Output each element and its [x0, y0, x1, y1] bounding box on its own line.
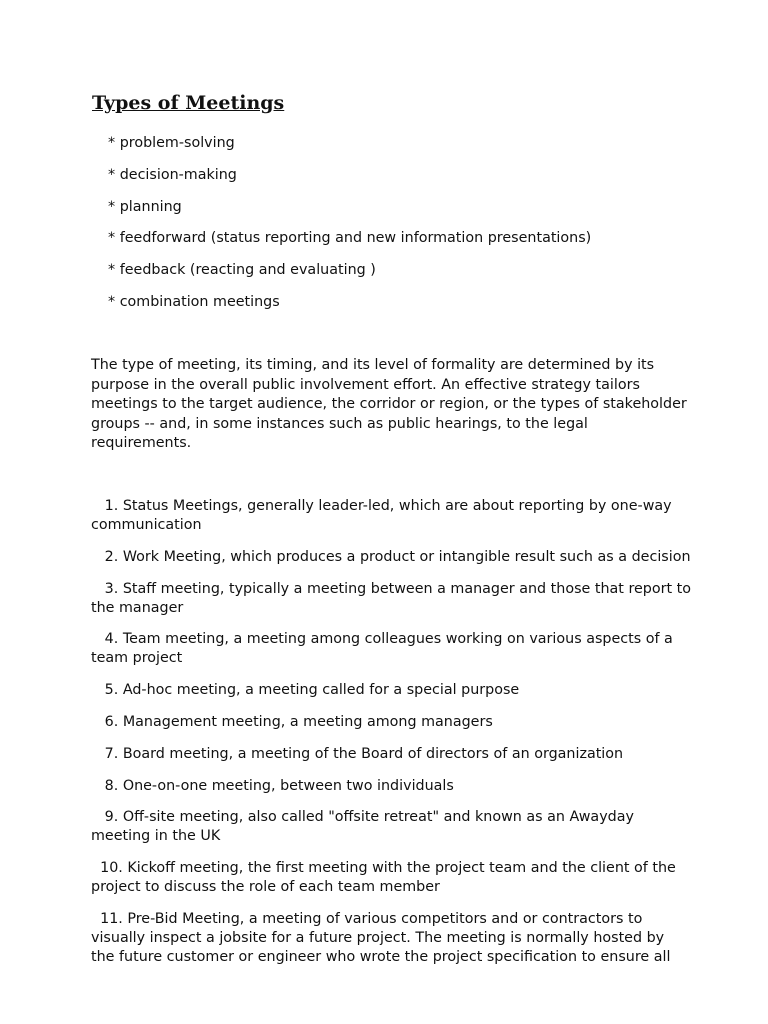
list-item: 7. Board meeting, a meeting of the Board of directors of an organization [91, 745, 624, 762]
list-item: * combination meetings [108, 293, 280, 310]
list-item: * planning [108, 198, 182, 215]
list-item: * decision-making [108, 166, 237, 183]
list-item: 2. Work Meeting, which produces a product or intangible result such as a decision [91, 548, 691, 565]
document-title: Types of Meetings [92, 92, 285, 114]
list-item: 3. Staff meeting, typically a meeting between a manager and those that report to the manager [91, 580, 696, 616]
list-item: 1. Status Meetings, generally leader-led, which are about reporting by one-way communication [91, 498, 677, 533]
list-item: 10. Kickoff meeting, the first meeting with the project team and the client of the project to discuss the role of each team member [91, 860, 681, 896]
list-item: 4. Team meeting, a meeting among colleagues working on various aspects of a team project [91, 631, 678, 667]
meeting-types-list [108, 133, 591, 324]
list-item: 11. Pre-Bid Meeting, a meeting of various competitors and or contractors to visually inspect a jobsite for a future project. The meeting is normally hosted by the future customer or engineer who wrote the project specification to ensure all [91, 910, 671, 965]
list-item: * feedback (reacting and evaluating ) [108, 262, 376, 279]
list-item: 9. Off-site meeting, also called "offsite retreat" and known as an Awayday meeting in the UK [91, 809, 639, 845]
intro-paragraph: The type of meeting, its timing, and its level of formality are determined by its purpose in the overall public involvement effort. An effective strategy tailors meetings to the target audience, the corridor or region, or the types of stakeholder groups -- and, in some instances such as public hearings, to the legal requirements. [91, 357, 687, 451]
list-item: * problem-solving [108, 135, 235, 151]
numbered-meeting-list [91, 497, 696, 980]
list-item: * feedforward (status reporting and new information presentations) [108, 230, 592, 247]
list-item: 6. Management meeting, a meeting among managers [91, 713, 493, 730]
list-item: 5. Ad-hoc meeting, a meeting called for a special purpose [91, 682, 520, 699]
list-item: 8. One-on-one meeting, between two individuals [91, 777, 454, 794]
